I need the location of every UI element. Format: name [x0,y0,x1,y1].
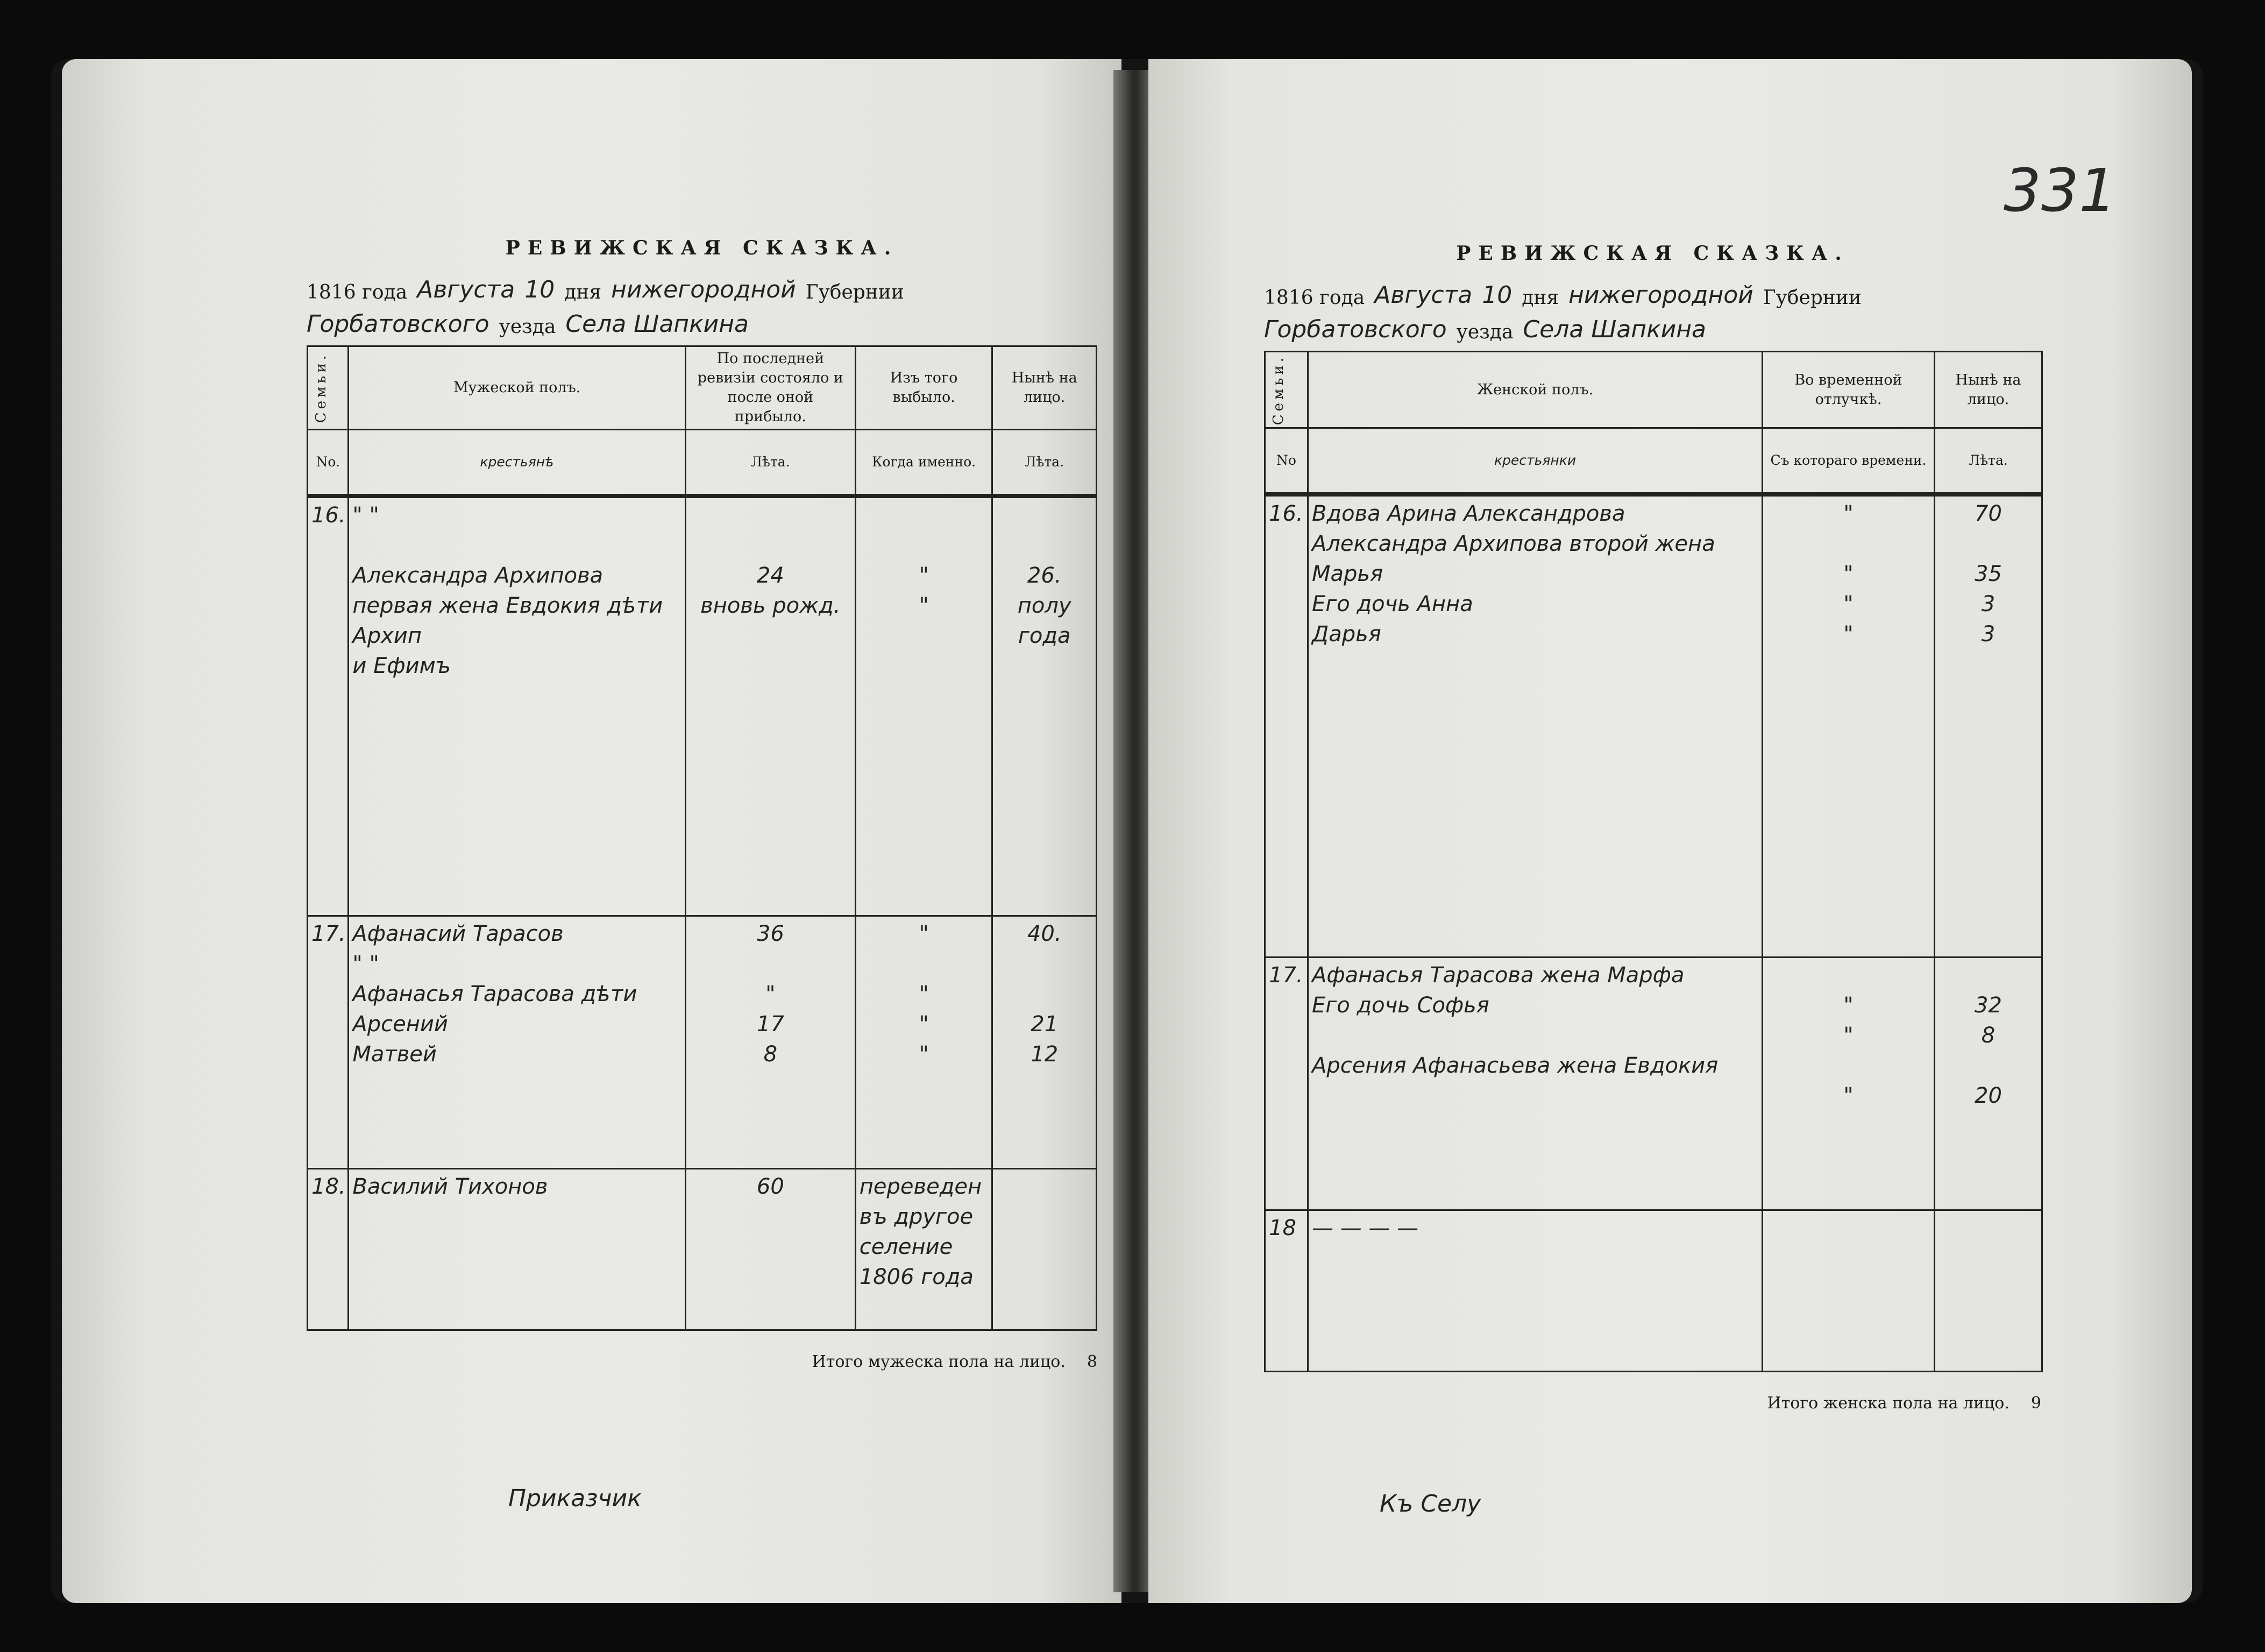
fam-cell: 16. [1265,494,1308,957]
uezd: Горбатовского [1264,316,1447,343]
uezd: Горбатовского [307,310,489,338]
signature: Приказчик [508,1485,642,1512]
day-label: дня [1522,287,1559,309]
table-row [1265,494,2042,957]
out-cell: " " " " [855,916,992,1168]
table-row [308,1168,1097,1330]
now-cell [992,1168,1097,1330]
total-value: 9 [2030,1393,2041,1413]
table-row [1265,957,2042,1210]
col-no: No. [308,430,349,497]
left-page [62,59,1121,1603]
prev-cell: 24 вновь рожд. [685,496,855,916]
day: 10 [1482,281,1513,309]
col-since: Съ котораго времени. [1763,428,1935,495]
province: нижегородной [1568,281,1753,309]
now-cell: 32 8 20 [1935,957,2042,1210]
right-page [1148,59,2192,1603]
day-label: дня [564,281,602,303]
out-cell: переведен въ другое селение 1806 года [855,1168,992,1330]
signature: Къ Селу [1380,1490,1481,1518]
day: 10 [524,276,555,303]
temp-cell: " " " [1763,957,1935,1210]
name-cell: Вдова Арина Александрова Александра Архипова второй жена Марья Его дочь Анна Дарья [1308,494,1763,957]
year: 1816 года [1264,287,1365,309]
fam-cell: 18 [1265,1210,1308,1371]
col-family [1265,352,1308,428]
col-when: Когда именно. [855,430,992,497]
table-row [308,916,1097,1168]
total-line [307,1352,1097,1371]
col-male: Мужеской полъ. [349,346,686,430]
prev-cell: 60 [685,1168,855,1330]
province-label: Губернии [1763,287,1862,309]
name-cell: " " Александра Архипова первая жена Евдокия дѣти Архип и Ефимъ [349,496,686,916]
col-no: No [1265,428,1308,495]
open-register-book [51,59,2203,1603]
right-form [1264,226,2041,1413]
col-left-out: Изъ того выбыло. [855,346,992,430]
form-title: РЕВИЖСКАЯ СКАЗКА. [1456,242,1849,265]
col-years: Лѣта. [685,430,855,497]
name-cell: Афанасья Тарасова жена Марфа Его дочь Софья Арсения Афанасьева жена Евдокия [1308,957,1763,1210]
uezd-line [307,303,1097,338]
left-form [307,221,1097,1371]
col-family [308,346,349,430]
folio-number: 331 [2004,156,2117,225]
col-female: Женской полъ. [1308,352,1763,428]
table-row [308,496,1097,916]
uezd-line [1264,309,2041,343]
total-label: Итого мужеска пола на лицо. [812,1352,1066,1371]
form-title: РЕВИЖСКАЯ СКАЗКА. [505,237,899,259]
fam-cell: 17. [1265,957,1308,1210]
month: Августа [1374,281,1473,309]
now-cell: 70 35 3 3 [1935,494,2042,957]
name-cell: Афанасий Тарасов " " Афанасья Тарасова дѣти Арсений Матвей [349,916,686,1168]
date-line [307,269,1097,303]
col-years: Лѣта. [1935,428,2042,495]
col-class: крестьянки [1308,428,1763,495]
month: Августа [417,276,515,303]
prev-cell: 36 " 17 8 [685,916,855,1168]
table-row [1265,1210,2042,1371]
col-family-label: Семьи. [313,352,329,423]
fam-cell: 16. [308,496,349,916]
now-cell: 26. полу года [992,496,1097,916]
year: 1816 года [307,281,408,303]
temp-cell [1763,1210,1935,1371]
name-cell: — — — — [1308,1210,1763,1371]
col-now: Нынѣ на лицо. [1935,352,2042,428]
col-years-now: Лѣта. [992,430,1097,497]
temp-cell: " " " " [1763,494,1935,957]
col-now: Нынѣ на лицо. [992,346,1097,430]
name-cell: Василий Тихонов [349,1168,686,1330]
col-class: крестьянѣ [349,430,686,497]
col-prev-revision: По последней ревизіи состояло и после оной прибыло. [685,346,855,430]
total-label: Итого женска пола на лицо. [1767,1393,2010,1413]
now-cell [1935,1210,2042,1371]
date-line [1264,274,2041,309]
village: Села Шапкина [565,310,749,338]
col-temp-absent: Во временной отлучкѣ. [1763,352,1935,428]
total-value: 8 [1087,1352,1097,1371]
out-cell: " " [855,496,992,916]
uezd-label: уезда [499,316,556,338]
village: Села Шапкина [1523,316,1706,343]
col-family-label: Семьи. [1270,354,1287,426]
female-register-table [1264,351,2043,1372]
fam-cell: 18. [308,1168,349,1330]
now-cell: 40. 21 12 [992,916,1097,1168]
province: нижегородной [611,276,796,303]
uezd-label: уезда [1456,321,1514,343]
male-register-table [307,345,1097,1331]
total-line [1264,1394,2041,1413]
province-label: Губернии [805,281,904,303]
fam-cell: 17. [308,916,349,1168]
